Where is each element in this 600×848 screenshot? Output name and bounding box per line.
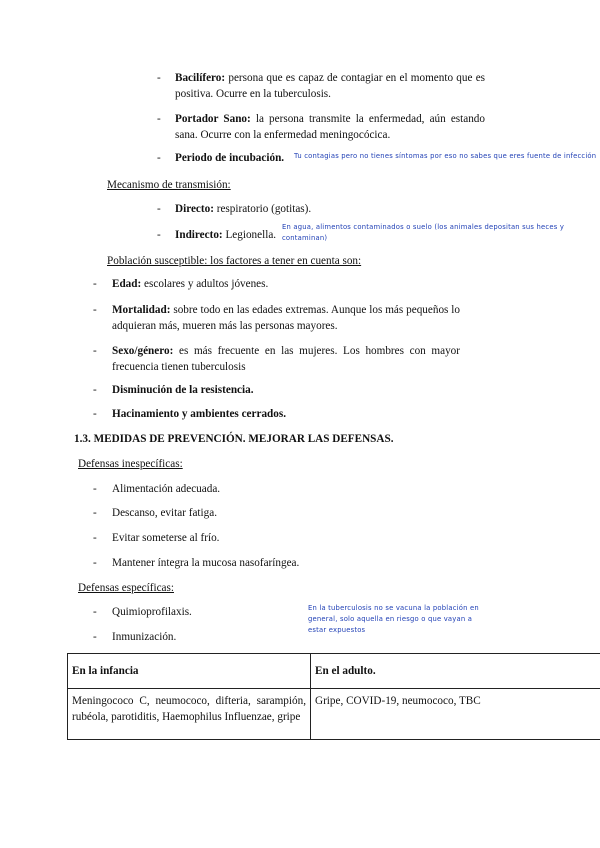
especificas-heading: Defensas específicas: (78, 582, 174, 594)
especificas-note-line3: estar expuestos (308, 626, 366, 634)
bacilifero-term: Bacilífero: (175, 72, 226, 84)
directo-term: Directo: (175, 203, 214, 215)
sexo-item (112, 343, 460, 375)
portador-term: Portador Sano: (175, 113, 251, 125)
bullet-dash: - (93, 408, 97, 420)
directo-item (175, 201, 311, 217)
indirecto-note-line2: contaminan) (282, 234, 328, 242)
bullet-dash: - (93, 606, 97, 618)
header-adulto (311, 654, 600, 689)
bullet-dash: - (93, 278, 97, 290)
section-13-title: 1.3. MEDIDAS DE PREVENCIÓN. MEJORAR LAS DEFENSAS. (74, 433, 394, 445)
sexo-term: Sexo/género: (112, 345, 174, 357)
table-header-row (68, 654, 600, 689)
bullet-dash: - (93, 557, 97, 569)
especifica-item: Inmunización. (112, 631, 177, 643)
hacinamiento-item (112, 406, 286, 422)
indirecto-term: Indirecto: (175, 229, 223, 241)
bacilifero-item (175, 70, 485, 102)
bullet-dash: - (93, 483, 97, 495)
indirecto-note-line1: En agua, alimentos contaminados o suelo (los animales depositan sus heces y (282, 223, 565, 231)
especificas-note-line2: general, solo aquella en riesgo o que vayan a (308, 615, 473, 623)
mortalidad-item (112, 302, 460, 334)
inespecifica-item: Evitar someterse al frío. (112, 532, 220, 544)
directo-text: respiratorio (gotitas). (216, 203, 312, 215)
especifica-item: Quimioprofilaxis. (112, 606, 192, 618)
hacinamiento-text: Hacinamiento y ambientes cerrados. (112, 408, 287, 420)
bullet-dash: - (93, 384, 97, 396)
bullet-dash: - (93, 631, 97, 643)
bullet-dash: - (93, 345, 97, 357)
edad-item (112, 276, 268, 292)
header-adulto-text: En el adulto. (315, 665, 376, 677)
header-infancia (68, 654, 311, 689)
inespecifica-item: Descanso, evitar fatiga. (112, 507, 217, 519)
cell-infancia: Meningococo C, neumococo, difteria, sarampión, rubéola, parotiditis, Haemophilus Influenzae, gripe (68, 689, 311, 740)
inespecifica-item: Mantener íntegra la mucosa nasofaríngea. (112, 557, 300, 569)
bullet-dash: - (157, 152, 161, 164)
sexo-text: es más frecuente en las mujeres. Los hombres con mayor frecuencia tienen tuberculosis (112, 345, 460, 373)
cell-adulto: Gripe, COVID-19, neumococo, TBC (311, 689, 600, 740)
inespecificas-heading: Defensas inespecíficas: (78, 458, 183, 470)
bullet-dash: - (157, 203, 161, 215)
indirecto-item (175, 227, 276, 243)
inespecifica-item: Alimentación adecuada. (112, 483, 221, 495)
bullet-dash: - (93, 304, 97, 316)
edad-term: Edad: (112, 278, 142, 290)
bullet-dash: - (157, 72, 161, 84)
poblacion-heading: Población susceptible: los factores a tener en cuenta son: (107, 255, 362, 267)
periodo-handwritten-note: Tu contagias pero no tienes síntomas por eso no sabes que eres fuente de infección (294, 152, 597, 160)
especificas-note-line1: En la tuberculosis no se vacuna la población en (308, 604, 479, 612)
bacilifero-text: persona que es capaz de contagiar en el momento que es positiva. Ocurre en la tuberculosis. (175, 72, 486, 100)
vaccination-table (67, 653, 600, 740)
periodo-term: Periodo de incubación. (175, 152, 285, 164)
transmision-heading: Mecanismo de transmisión: (107, 179, 231, 191)
resistencia-item (112, 382, 254, 398)
portador-text: la persona transmite la enfermedad, aún estando sana. Ocurre con la enfermedad meningocócica. (175, 113, 485, 141)
mortalidad-term: Mortalidad: (112, 304, 171, 316)
bullet-dash: - (157, 113, 161, 125)
header-infancia-text: En la infancia (72, 665, 139, 677)
table-row (68, 689, 600, 740)
periodo-item (175, 150, 284, 166)
bullet-dash: - (157, 229, 161, 241)
portador-item (175, 111, 485, 143)
mortalidad-text: sobre todo en las edades extremas. Aunque los más pequeños lo adquieran más, mueren más las personas mayores. (112, 304, 461, 332)
resistencia-text: Disminución de la resistencia. (112, 384, 254, 396)
indirecto-text: Legionella. (225, 229, 277, 241)
bullet-dash: - (93, 507, 97, 519)
edad-text: escolares y adultos jóvenes. (144, 278, 269, 290)
bullet-dash: - (93, 532, 97, 544)
